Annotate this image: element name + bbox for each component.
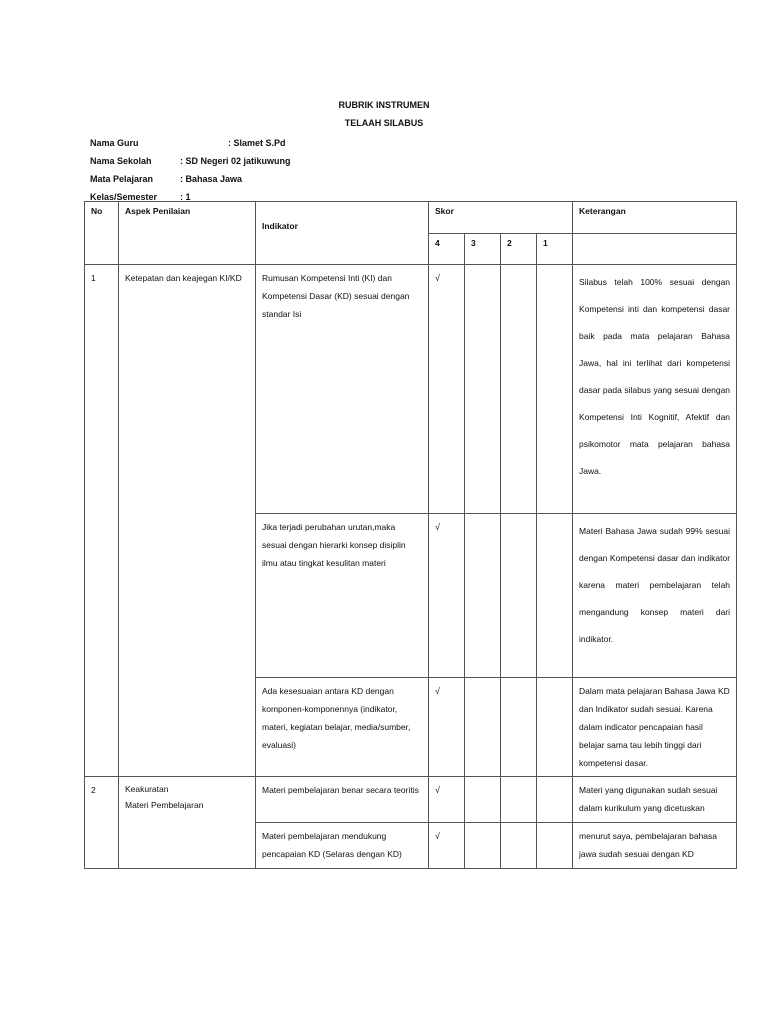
table-row (85, 265, 737, 514)
cell-indikator: Jika terjadi perubahan urutan,maka sesuai dengan hierarki konsep disiplin ilmu atau tingkat kesulitan materi (256, 514, 429, 678)
rubrik-table (84, 201, 737, 869)
cell-skor-1 (537, 678, 573, 777)
cell-skor-3 (465, 777, 501, 823)
cell-indikator: Ada kesesuaian antara KD dengan komponen-komponennya (indikator, materi, kegiatan belajar, media/sumber, evaluasi) (256, 678, 429, 777)
identity-block (90, 134, 291, 206)
document-title: RUBRIK INSTRUMEN (338, 100, 430, 110)
cell-skor-3 (465, 678, 501, 777)
cell-skor-1 (537, 823, 573, 869)
cell-indikator: Rumusan Kompetensi Inti (KI) dan Kompetensi Dasar (KD) sesuai dengan standar Isi (256, 265, 429, 514)
info-label: Nama Guru (90, 138, 139, 148)
cell-skor-4-check: √ (429, 265, 465, 514)
cell-no: 2 (85, 777, 119, 869)
header-keterangan: Keterangan (573, 202, 737, 234)
cell-skor-1 (537, 265, 573, 514)
info-row-nama-sekolah (90, 152, 291, 170)
cell-keterangan: menurut saya, pembelajaran bahasa jawa sudah sesuai dengan KD (573, 823, 737, 869)
cell-skor-3 (465, 265, 501, 514)
table-row (85, 777, 737, 823)
cell-skor-4-check: √ (429, 514, 465, 678)
cell-indikator: Materi pembelajaran benar secara teoritis (256, 777, 429, 823)
cell-skor-2 (501, 777, 537, 823)
cell-skor-4-check: √ (429, 777, 465, 823)
info-row-nama-guru (90, 134, 291, 152)
header-skor-3: 3 (465, 234, 501, 265)
info-value: : Slamet S.Pd (228, 138, 286, 148)
cell-skor-4-check: √ (429, 678, 465, 777)
cell-indikator: Materi pembelajaran mendukung pencapaian KD (Selaras dengan KD) (256, 823, 429, 869)
info-value: : 1 (180, 192, 191, 202)
header-skor-2: 2 (501, 234, 537, 265)
aspek-line: Keakuratan (125, 784, 169, 794)
cell-skor-2 (501, 678, 537, 777)
aspek-line: Materi Pembelajaran (125, 800, 204, 810)
cell-skor-2 (501, 823, 537, 869)
table-header-row (85, 202, 737, 234)
header-skor: Skor (429, 202, 573, 234)
info-label: Kelas/Semester (90, 192, 158, 202)
cell-keterangan: Materi Bahasa Jawa sudah 99% sesuai dengan Kompetensi dasar dan indikator karena materi pembelajaran telah mengandung konsep materi dari indikator. (573, 514, 737, 678)
header-skor-1: 1 (537, 234, 573, 265)
header-no: No (85, 202, 119, 265)
header-skor-4: 4 (429, 234, 465, 265)
info-label: Mata Pelajaran (90, 174, 154, 184)
cell-skor-3 (465, 514, 501, 678)
header-indikator: Indikator (256, 202, 429, 265)
info-label: Nama Sekolah (90, 156, 152, 166)
cell-skor-2 (501, 514, 537, 678)
cell-keterangan: Dalam mata pelajaran Bahasa Jawa KD dan Indikator sudah sesuai. Karena dalam indicator pencapaian hasil belajar sama tau lebih tinggi dari kompetensi dasar. (573, 678, 737, 777)
cell-skor-3 (465, 823, 501, 869)
cell-skor-4-check: √ (429, 823, 465, 869)
info-value: : SD Negeri 02 jatikuwung (180, 156, 291, 166)
cell-aspek: Ketepatan dan keajegan KI/KD (119, 265, 256, 777)
header-aspek: Aspek Penilaian (119, 202, 256, 265)
info-row-mata-pelajaran (90, 170, 291, 188)
cell-keterangan: Silabus telah 100% sesuai dengan Kompetensi inti dan kompetensi dasar baik pada mata pelajaran Bahasa Jawa, hal ini terlihat dari kompetensi dasar pada silabus yang sesuai dengan Kompetensi Inti Kognitif, Afektif dan psikomotor mata pelajaran bahasa Jawa. (573, 265, 737, 514)
cell-aspek (119, 777, 256, 869)
header-keterangan-empty (573, 234, 737, 265)
cell-skor-2 (501, 265, 537, 514)
document-subtitle: TELAAH SILABUS (344, 118, 424, 128)
cell-no: 1 (85, 265, 119, 777)
cell-keterangan: Materi yang digunakan sudah sesuai dalam kurikulum yang dicetuskan (573, 777, 737, 823)
info-value: : Bahasa Jawa (180, 174, 243, 184)
cell-skor-1 (537, 777, 573, 823)
cell-skor-1 (537, 514, 573, 678)
